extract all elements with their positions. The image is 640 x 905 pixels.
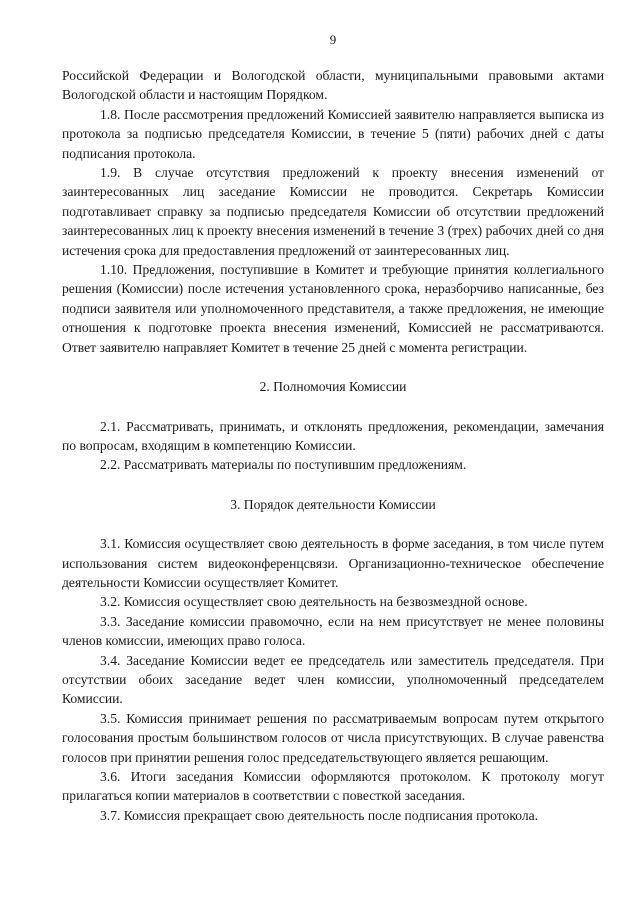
paragraph-3-1: 3.1. Комиссия осуществляет свою деятельность в форме заседания, в том числе путем использования систем видеоконференцсвязи. Организационно-техническое обеспечение деятельности Комиссии осуществляет Комитет.	[62, 536, 604, 590]
paragraph-1-10: 1.10. Предложения, поступившие в Комитет и требующие принятия коллегиального решения (Комиссии) после истечения установленного срока, неразборчиво написанные, без подписи заявителя или уполномоченного представителя, а также предложения, не имеющие отношения к подготовке проекта внесения изменений, Комиссией не рассматриваются. Ответ заявителю направляет Комитет в течение 25 дней с момента регистрации.	[62, 262, 604, 355]
paragraph-3-5: 3.5. Комиссия принимает решения по рассматриваемым вопросам путем открытого голосования простым большинством голосов от числа присутствующих. В случае равенства голосов при принятии решения голос председательствующего является решающим.	[62, 710, 604, 765]
paragraph-1-8: 1.8. После рассмотрения предложений Комиссией заявителю направляется выписка из протокола за подписью председателя Комиссии, в течение 5 (пяти) рабочих дней с даты подписания протокола.	[62, 106, 604, 161]
paragraph-2-2: 2.2. Рассматривать материалы по поступившим предложениям.	[100, 457, 467, 473]
paragraph-1-9: 1.9. В случае отсутствия предложений к проекту внесения изменений от заинтересованных лиц заседание Комиссии не проводится. Секретарь Комиссии подготавливает справку за подписью председателя Комиссии об отсутствии предложений заинтересованных лиц к проекту внесения изменений в течение 3 (трех) рабочих дней со дня истечения срока для предоставления предложений от заинтересованных лиц.	[62, 165, 604, 258]
paragraph-3-2: 3.2. Комиссия осуществляет свою деятельность на безвозмездной основе.	[100, 594, 528, 610]
paragraph-3-3: 3.3. Заседание комиссии правомочно, если на нем присутствует не менее половины членов комиссии, имеющих право голоса.	[62, 613, 604, 649]
paragraph-3-4: 3.4. Заседание Комиссии ведет ее председатель или заместитель председателя. При отсутствии обоих заседание ведет член комиссии, уполномоченный председателем Комиссии.	[62, 652, 604, 707]
page-number: 9	[329, 32, 337, 47]
paragraph-3-7: 3.7. Комиссия прекращает свою деятельность после подписания протокола.	[100, 807, 539, 823]
section-2-heading: 2. Полномочия Комиссии	[259, 379, 407, 395]
paragraph-2-1: 2.1. Рассматривать, принимать, и отклонять предложения, рекомендации, замечания по вопросам, входящим в компетенцию Комиссии.	[62, 418, 604, 453]
section-3-heading: 3. Порядок деятельности Комиссии	[230, 496, 436, 512]
paragraph-3-6: 3.6. Итоги заседания Комиссии оформляются протоколом. К протоколу могут прилагаться копии материалов в соответствии с повесткой заседания.	[62, 769, 604, 804]
paragraph-continuation: Российской Федерации и Вологодской области, муниципальными правовыми актами Вологодской области и настоящим Порядком.	[62, 68, 604, 103]
